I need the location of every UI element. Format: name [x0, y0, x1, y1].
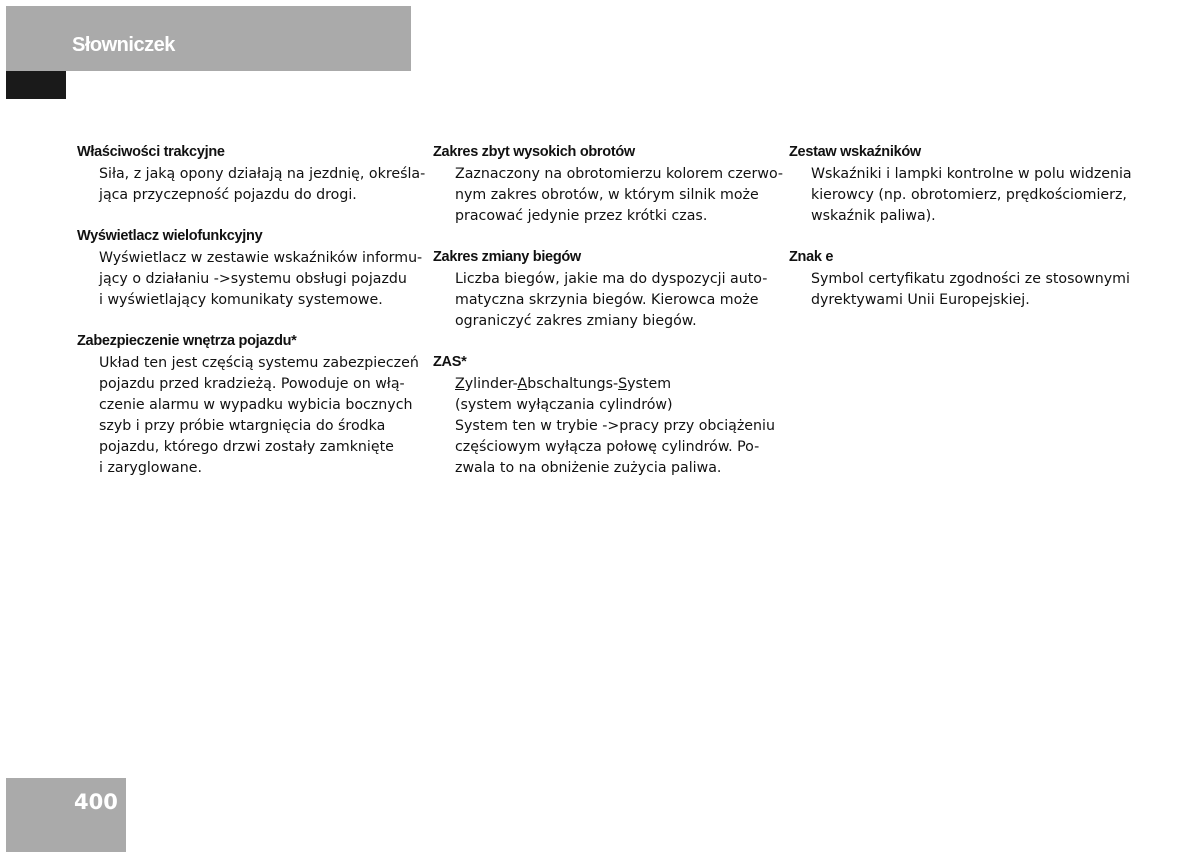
- acronym-expansion: [433, 374, 773, 395]
- definition-line: szyb i przy próbie wtargnięcia do środka: [99, 418, 386, 434]
- glossary-entry: [433, 143, 784, 227]
- glossary-term: Znak e: [789, 249, 834, 265]
- page-title: Słowniczek: [72, 34, 175, 56]
- definition-line: ograniczyć zakres zmiany biegów.: [455, 313, 697, 329]
- definition-line: pojazdu przed kradzieżą. Powoduje on włą-: [99, 376, 405, 392]
- acronym-letter: A: [517, 376, 528, 392]
- glossary-term: Zabezpieczenie wnętrza pojazdu*: [77, 333, 297, 349]
- acronym-letter: Z: [455, 376, 465, 392]
- glossary-term: ZAS*: [433, 354, 467, 370]
- acronym-rest: bschaltungs-: [527, 376, 619, 392]
- glossary-term: Zakres zmiany biegów: [433, 249, 581, 265]
- glossary-column-1: [77, 143, 426, 500]
- glossary-term: Zestaw wskaźników: [789, 144, 921, 160]
- definition-line: (system wyłączania cylindrów): [455, 397, 673, 413]
- glossary-column-2: [433, 143, 784, 500]
- definition-line: kierowcy (np. obrotomierz, prędkościomierz,: [811, 187, 1127, 203]
- acronym-rest: ystem: [627, 376, 672, 392]
- definition-line: System ten w trybie ->pracy przy obciążeniu: [455, 418, 775, 434]
- definition-line: matyczna skrzynia biegów. Kierowca może: [455, 292, 759, 308]
- definition-line: Liczba biegów, jakie ma do dyspozycji auto-: [455, 271, 768, 287]
- definition-line: dyrektywami Unii Europejskiej.: [811, 292, 1030, 308]
- page-number: 400: [74, 790, 118, 814]
- acronym-letter: S: [618, 376, 628, 392]
- glossary-column-3: [789, 143, 1132, 332]
- definition-line: Symbol certyfikatu zgodności ze stosownymi: [811, 271, 1130, 287]
- glossary-entry: [433, 353, 773, 479]
- definition-line: nym zakres obrotów, w którym silnik może: [455, 187, 759, 203]
- glossary-entry: [77, 332, 417, 479]
- definition-line: Wskaźniki i lampki kontrolne w polu widzenia: [811, 166, 1132, 182]
- glossary-term: Właściwości trakcyjne: [77, 144, 225, 160]
- glossary-entry: [789, 143, 1132, 227]
- acronym-rest: ylinder-: [464, 376, 518, 392]
- definition-line: zwala to na obniżenie zużycia paliwa.: [455, 460, 722, 476]
- glossary-entry: [789, 248, 1129, 311]
- definition-line: i wyświetlający komunikaty systemowe.: [99, 292, 383, 308]
- definition-line: pojazdu, którego drzwi zostały zamknięte: [99, 439, 394, 455]
- glossary-term: Zakres zbyt wysokich obrotów: [433, 144, 635, 160]
- header-bar: [6, 6, 411, 71]
- definition-line: Wyświetlacz w zestawie wskaźników informu-: [99, 250, 423, 266]
- definition-line: wskaźnik paliwa).: [811, 208, 936, 224]
- definition-line: jąca przyczepność pojazdu do drogi.: [99, 187, 357, 203]
- definition-line: częściowym wyłącza połowę cylindrów. Po-: [455, 439, 760, 455]
- glossary-entry: [77, 227, 423, 311]
- definition-line: Siła, z jaką opony działają na jezdnię, określa-: [99, 166, 426, 182]
- definition-line: czenie alarmu w wypadku wybicia bocznych: [99, 397, 413, 413]
- definition-line: jący o działaniu ->systemu obsługi pojazdu: [99, 271, 407, 287]
- definition-line: pracować jedynie przez krótki czas.: [455, 208, 708, 224]
- definition-line: Układ ten jest częścią systemu zabezpieczeń: [99, 355, 419, 371]
- glossary-entry: [433, 248, 773, 332]
- section-tab-marker: [6, 71, 66, 99]
- glossary-entry: [77, 143, 426, 206]
- definition-line: Zaznaczony na obrotomierzu kolorem czerwo-: [455, 166, 784, 182]
- definition-line: i zaryglowane.: [99, 460, 202, 476]
- glossary-term: Wyświetlacz wielofunkcyjny: [77, 228, 263, 244]
